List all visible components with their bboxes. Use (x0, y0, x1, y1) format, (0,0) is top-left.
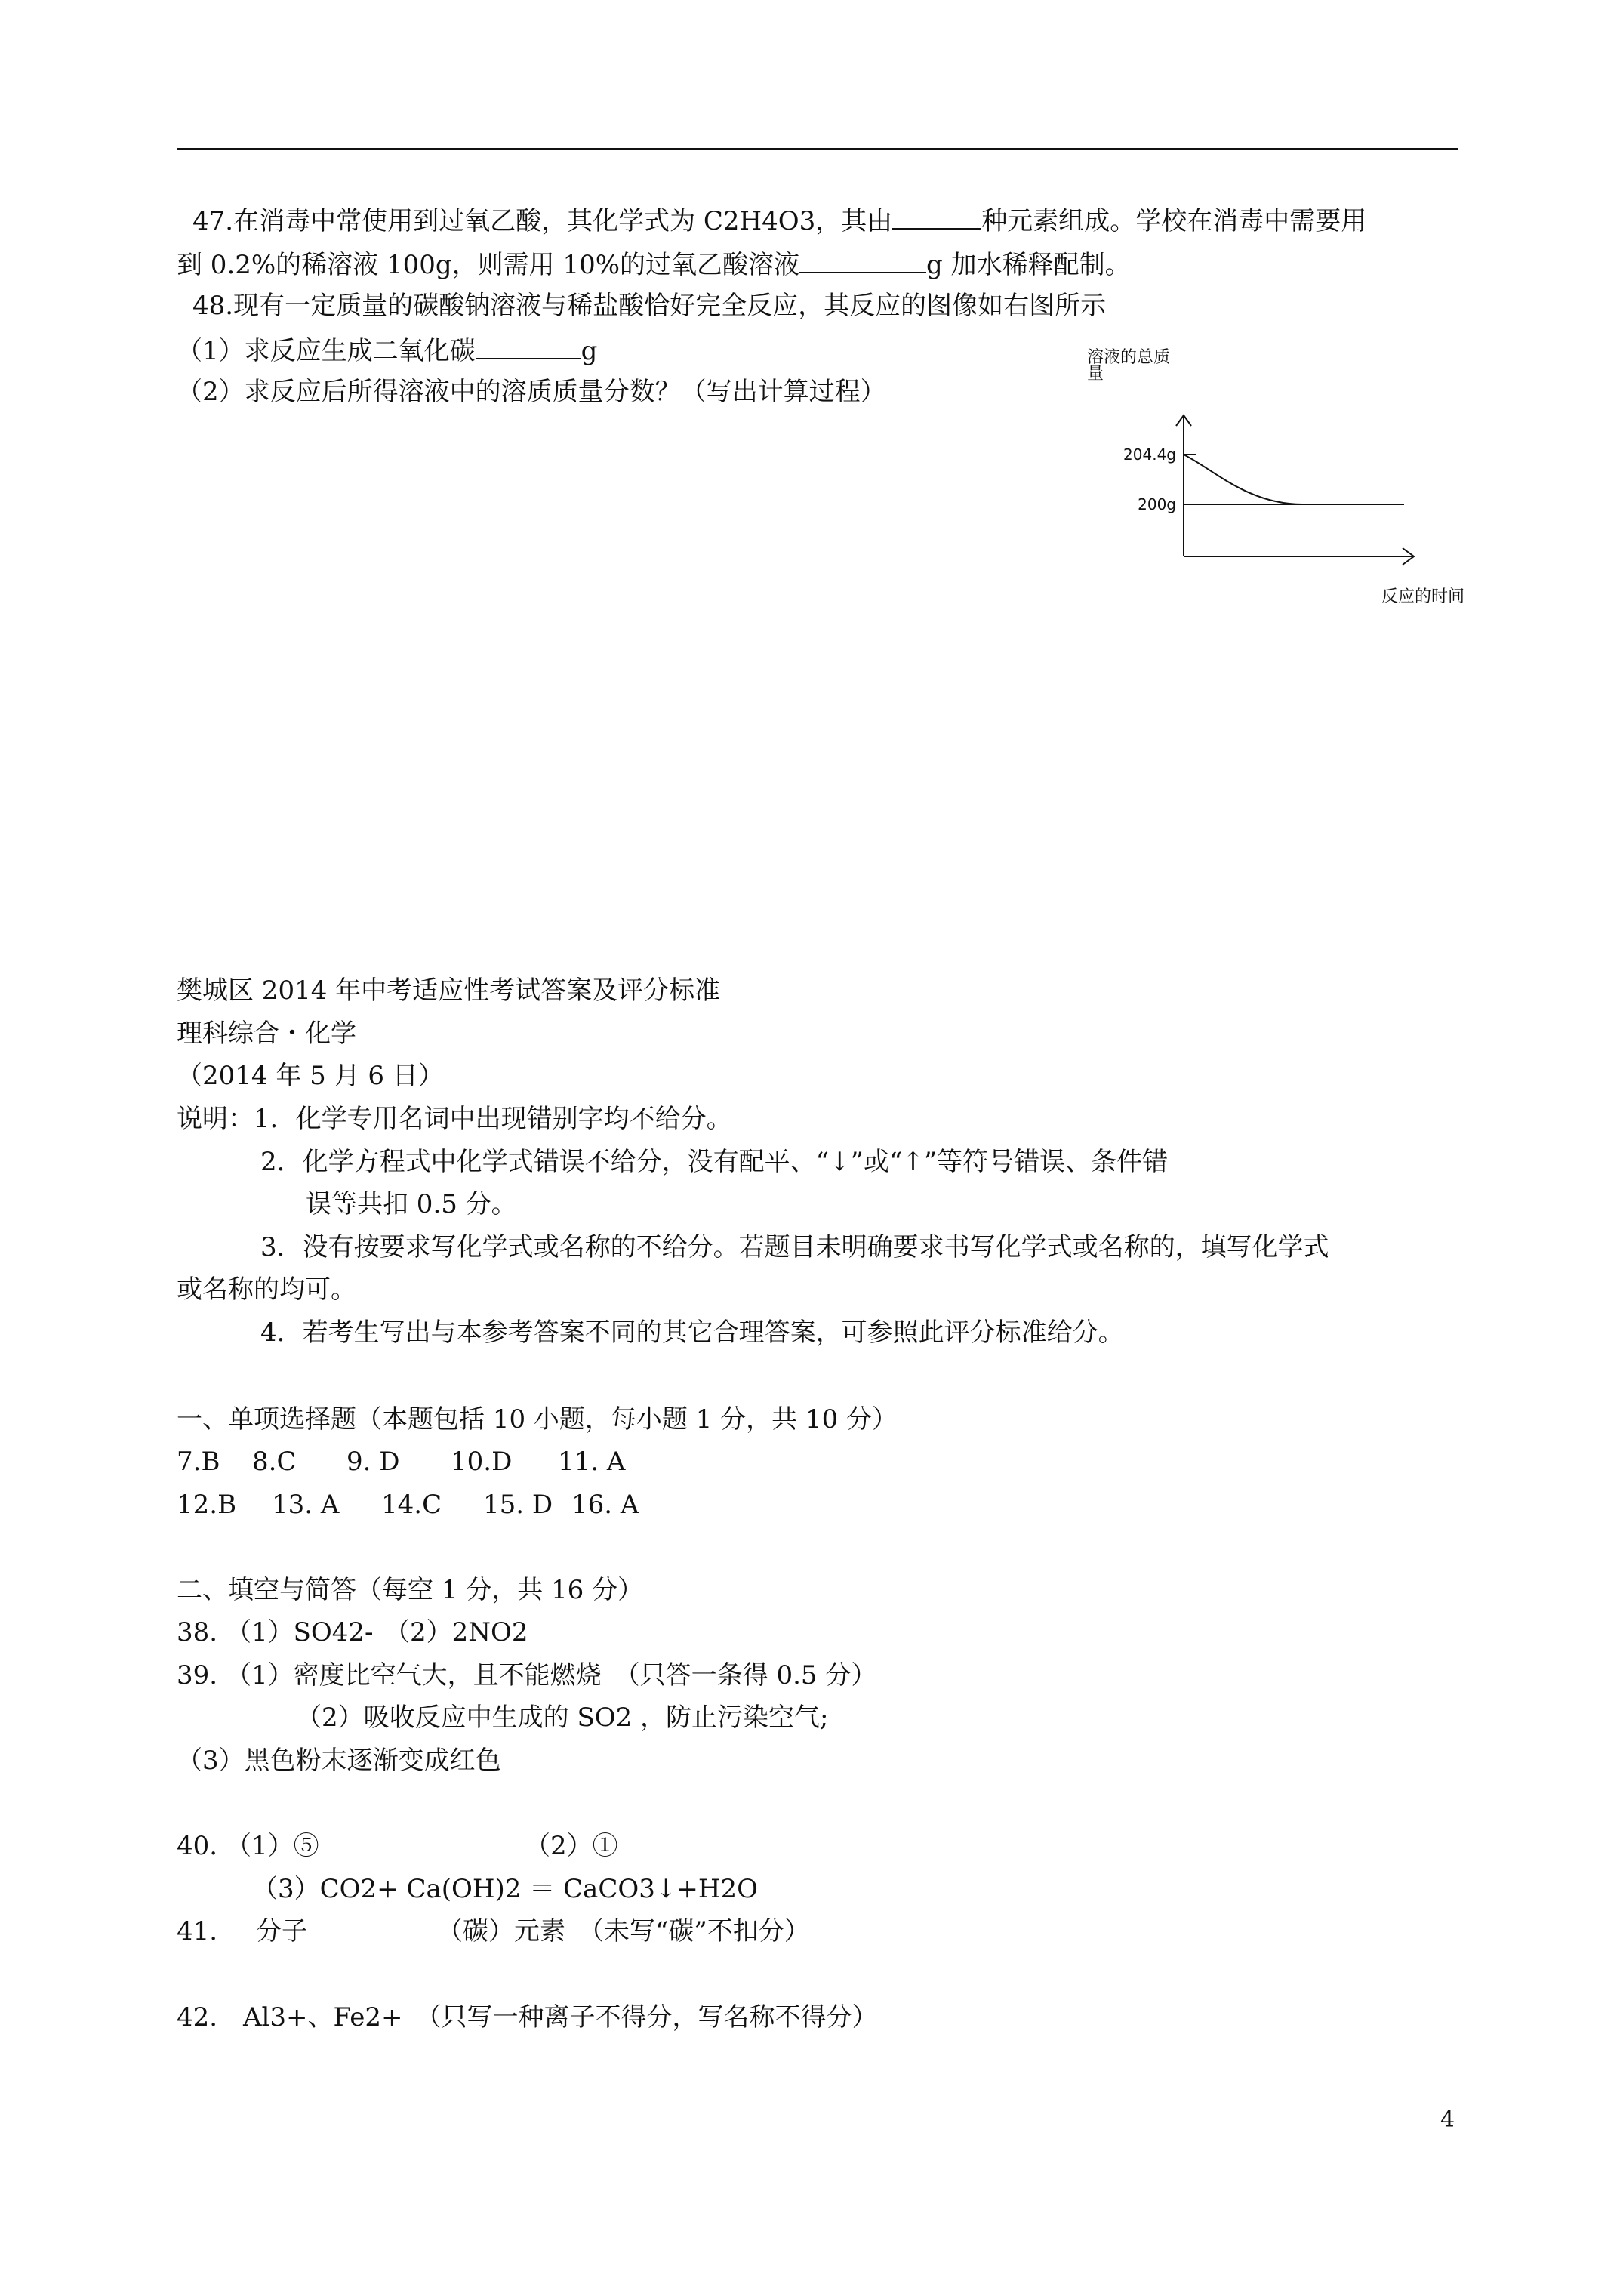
q47-blank-1[interactable] (892, 202, 981, 230)
q47-line1 (192, 202, 1366, 238)
answers-date: （2014 年 5 月 6 日） (177, 1061, 444, 1091)
answer-39-1 (177, 1659, 876, 1692)
chart-xlabel: 反应的时间 (1381, 587, 1465, 606)
answer-41-1: 分子 (256, 1916, 307, 1946)
answer-40-2: （2）① (525, 1831, 618, 1861)
answer-40 (177, 1829, 618, 1863)
q48-blank-co2[interactable] (476, 332, 581, 359)
q47-blank-2[interactable] (799, 246, 926, 273)
mc-answer: 7.B (177, 1447, 220, 1477)
q47-text-d: g 加水稀释配制。 (926, 250, 1131, 280)
mc-answer: 15. D (483, 1490, 553, 1520)
page-number: 4 (1440, 2106, 1455, 2133)
note-3b: 或名称的均可。 (177, 1274, 356, 1305)
answer-39-2: （2）吸收反应中生成的 SO2 ，防止污染空气; (296, 1703, 829, 1733)
q47-text-b: 种元素组成。学校在消毒中需要用 (981, 206, 1367, 236)
mc-answer: 10.D (451, 1447, 513, 1477)
q48-part1-text: （1）求反应生成二氧化碳 (177, 336, 476, 366)
answer-39-3: （3）黑色粉末逐渐变成红色 (177, 1746, 501, 1776)
note-label: 说明： (177, 1104, 254, 1134)
section1-heading: 一、单项选择题（本题包括 10 小题，每小题 1 分，共 10 分） (177, 1404, 898, 1435)
q48-stem: 48.现有一定质量的碳酸钠溶液与稀盐酸恰好完全反应，其反应的图像如右图所示 (192, 291, 1107, 321)
section2-heading: 二、填空与简答（每空 1 分，共 16 分） (177, 1575, 644, 1605)
note-4: 4．若考生写出与本参考答案不同的其它合理答案，可参照此评分标准给分。 (260, 1318, 1124, 1348)
q47-line2 (177, 246, 1131, 282)
q48-part1-unit: g (581, 336, 598, 366)
q48-part1 (177, 332, 597, 368)
answer-38-2: （2）2NO2 (384, 1617, 528, 1647)
answer-number: 38. (177, 1617, 218, 1647)
note-1-text: 1．化学专用名词中出现错别字均不给分。 (254, 1104, 732, 1134)
answer-38 (177, 1616, 528, 1649)
note-1 (177, 1102, 732, 1136)
answer-number: 42. (177, 2002, 218, 2032)
q47-text-c: 到 0.2%的稀溶液 100g，则需用 10%的过氧乙酸溶液 (177, 250, 800, 280)
mc-answer: 16. A (571, 1490, 639, 1520)
answer-41-2: （碳）元素 （未写“碳”不扣分） (437, 1916, 810, 1946)
chart-ylabel: 溶液的总质 (1087, 348, 1171, 367)
answers-subject: 理科综合・化学 (177, 1019, 356, 1049)
answer-number: 40. (177, 1831, 218, 1861)
answer-42 (177, 2001, 878, 2034)
q48-part2: （2）求反应后所得溶液中的溶质质量分数？（写出计算过程） (177, 377, 886, 407)
mc-answer: 13. A (272, 1490, 340, 1520)
answer-41 (177, 1915, 810, 1948)
note-2b: 误等共扣 0.5 分。 (306, 1189, 517, 1219)
chart-ylabel-cont: 量 (1087, 365, 1104, 384)
mc-answer: 14.C (381, 1490, 442, 1520)
mc-row-1 (177, 1445, 625, 1478)
answer-42-1: Al3+、Fe2+ （只写一种离子不得分，写名称不得分） (243, 2002, 878, 2032)
note-3a: 3．没有按要求写化学式或名称的不给分。若题目未明确要求书写化学式或名称的，填写化学式 (260, 1232, 1329, 1262)
mc-answer: 8.C (252, 1447, 297, 1477)
mc-answer: 11. A (558, 1447, 626, 1477)
mc-answer: 12.B (177, 1490, 237, 1520)
mc-answer: 9. D (346, 1447, 400, 1477)
answer-39-1-text: （1）密度比空气大，且不能燃烧 （只答一条得 0.5 分） (226, 1660, 877, 1690)
chart-y-tick-label: 200g (1138, 495, 1176, 513)
q47-text-a: 47.在消毒中常使用到过氧乙酸，其化学式为 C2H4O3，其由 (192, 206, 893, 236)
mc-row-2 (177, 1488, 639, 1521)
header-rule (177, 148, 1458, 150)
note-2a: 2．化学方程式中化学式错误不给分，没有配平、“↓”或“↑”等符号错误、条件错 (260, 1147, 1169, 1177)
answer-number: 41. (177, 1916, 218, 1946)
answer-number: 39. (177, 1660, 218, 1690)
answer-40-3: （3）CO2+ Ca(OH)2 ＝ CaCO3↓+H2O (252, 1874, 758, 1904)
mass-time-chart (1049, 347, 1502, 619)
chart-series-line (1184, 455, 1395, 504)
chart-y-tick-label: 204.4g (1123, 445, 1176, 464)
answers-title: 樊城区 2014 年中考适应性考试答案及评分标准 (177, 975, 721, 1006)
answer-38-1: （1）SO42- (226, 1617, 374, 1647)
answer-40-1: （1）⑤ (226, 1831, 319, 1861)
